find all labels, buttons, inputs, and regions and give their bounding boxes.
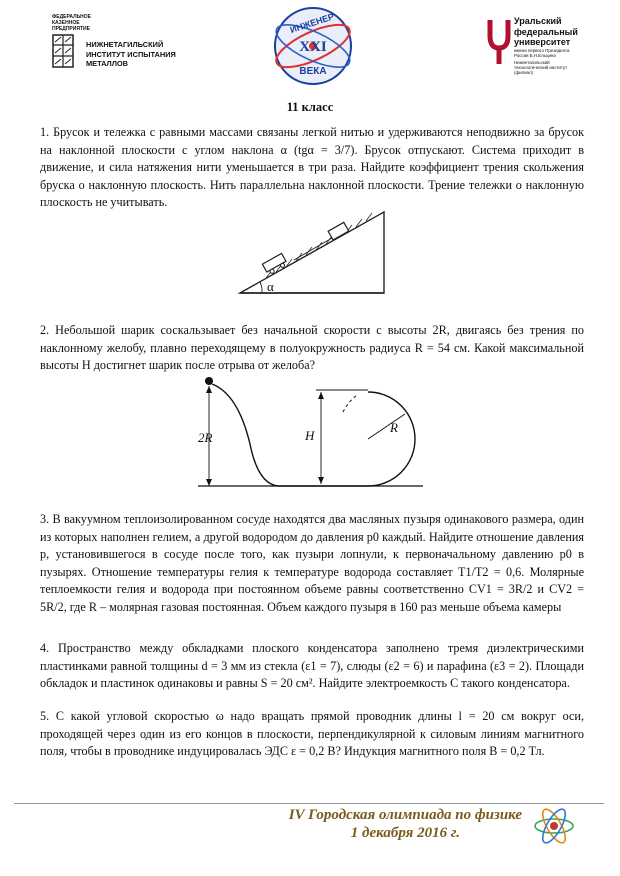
atom-icon — [532, 804, 576, 848]
footer-olympiad: IV Городская олимпиада по физике — [288, 807, 522, 823]
footer-divider — [14, 803, 604, 804]
urfu-name: Уральский федеральный университет — [514, 16, 578, 47]
problem-5-text: 5. С какой угловой скоростью ω надо вращать прямой проводник длины l = 20 см вокруг оси, проходящей через один из его концов в плоскости, перпендикулярной к силовым линиям магнитного поля, чтобы в проводнике индуцировалась ЭДС ε = 0,2 В? Индукция магнитного поля B = 0,2 Тл. — [40, 709, 584, 758]
figure-track — [198, 374, 438, 494]
problem-3-text: 3. В вакуумном теплоизолированном сосуде находятся два масляных пузыря одинакового размера, один из которых наполнен гелием, а другой водородом до давления p0 каждый. Найдите отношение давления p, установившегося в сосуде после того, как пузыри лопнули, к первоначальному давлению p0 в пузырях. Отношение температуры гелия к температуре водорода составляет T1/T2 = 0,6. Молярные теплоемкости гелия и водорода при постоянном объеме равны соответственно CV1 = 3R/2 и CV2 = 5R/2, где R – молярная газовая постоянная. Объем каждого пузыря в 160 раз меньше объема камеры — [40, 512, 584, 614]
nitim-name: НИЖНЕТАГИЛЬСКИЙ ИНСТИТУТ ИСПЫТАНИЯ МЕТАЛЛОВ — [86, 40, 176, 68]
track-curve — [212, 384, 368, 486]
urfu-logo — [486, 16, 606, 86]
label-2r: 2R — [198, 430, 213, 445]
semicircle-track — [368, 392, 415, 486]
problem-1-text: 1. Брусок и тележка с равными массами связаны легкой нитью и удерживаются неподвижно за брусок на наклонной плоскости с углом наклона α (tgα = 3/7). Брусок отпускают. Система приходит в движение, и сила натяжения нити уменьшается в три раза. Найдите коэффициент трения скольжения бруска о наклонную плоскость. Нить параллельна наклонной плоскости. Трение тележки о наклонную плоскость не учитывать. — [40, 125, 584, 209]
ball — [205, 377, 213, 385]
problem-3 — [40, 511, 584, 616]
logo-small-text: ФЕДЕРАЛЬНОЕ КАЗЕННОЕ ПРЕДПРИЯТИЕ — [52, 14, 92, 32]
problem-4 — [40, 640, 584, 693]
nitim-emblem-icon — [52, 34, 74, 68]
problem-4-text: 4. Пространство между обкладками плоского конденсатора заполнено тремя диэлектрическими пластинками равной толщины d = 3 мм из стекла (ε1 = 7), слюды (ε2 = 6) и парафина (ε3 = 2). Площади обкладок и пластинок одинаковы и равны S = 20 см². Найдите электроемкость C такого конденсатора. — [40, 641, 584, 690]
problem-2 — [40, 322, 584, 375]
urfu-emblem-icon — [486, 16, 512, 66]
label-h: H — [305, 428, 315, 443]
angle-label: α — [267, 279, 274, 294]
page-header — [0, 0, 620, 92]
logo-bottom-text: ВЕКА — [299, 66, 327, 77]
trajectory — [343, 394, 358, 412]
incline-triangle — [240, 212, 384, 293]
nitim-logo — [52, 14, 202, 80]
grade-title: 11 класс — [286, 100, 334, 114]
urfu-subtitle: имени первого Президента России Б.Н.Ельцина — [514, 48, 570, 59]
footer-text — [289, 806, 522, 842]
problem-5 — [40, 708, 584, 761]
problem-1 — [40, 124, 584, 212]
figure-inclined-plane — [236, 208, 388, 298]
footer-date: 1 декабря 2016 г. — [350, 825, 460, 841]
radius-line — [368, 414, 405, 439]
logo-top-text: ИНЖЕНЕР — [288, 11, 336, 35]
problem-2-text: 2. Небольшой шарик соскальзывает без начальной скорости с высоты 2R, двигаясь без трения по наклонному желобу, плавно переходящему в полуокружность радиуса R = 54 см. Какой максимальной высоты H достигнет шарик после отрыва от желоба? — [40, 323, 584, 372]
logo-mid-text: XXI — [299, 39, 327, 55]
ntii-subtitle: Нижнетагильский технологический институт (филиал) — [514, 60, 568, 76]
label-r: R — [390, 420, 398, 435]
engineer-xxi-logo — [270, 4, 356, 88]
